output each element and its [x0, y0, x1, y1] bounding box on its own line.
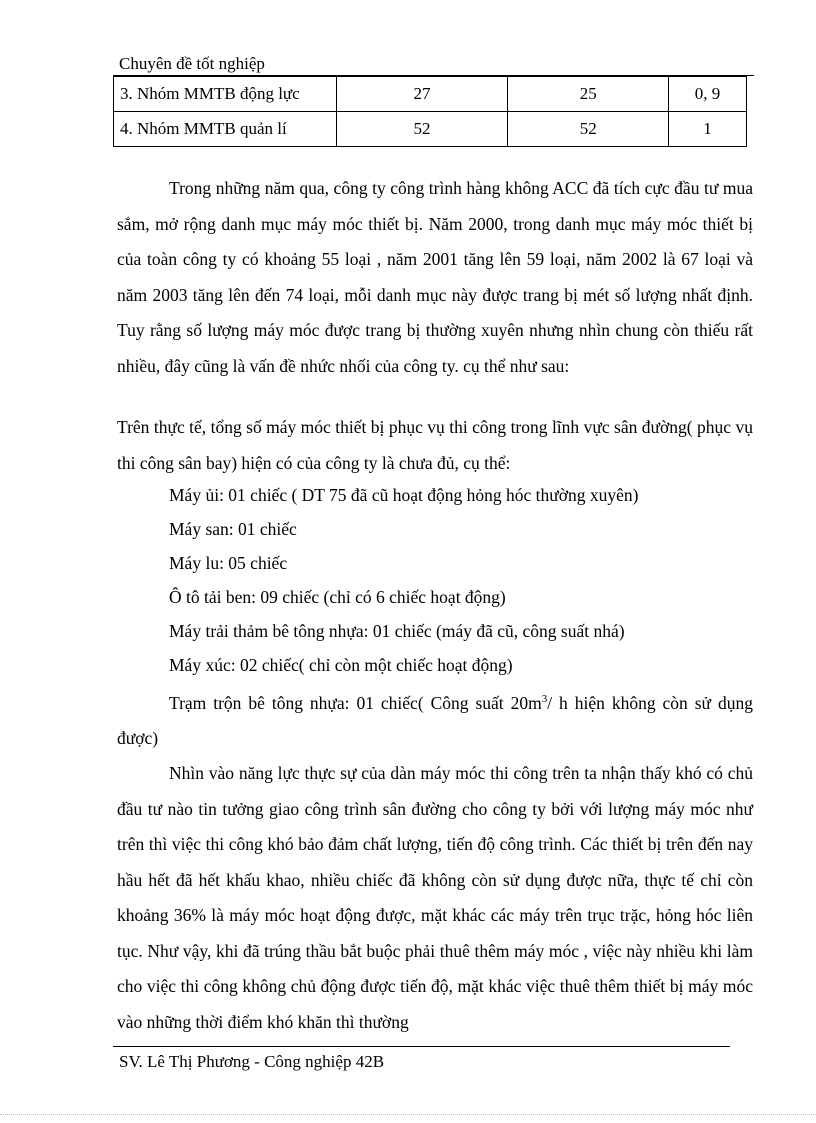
page-header-title: Chuyên đề tốt nghiệp: [119, 54, 265, 73]
table-row: [114, 77, 747, 112]
superscript: 3: [541, 693, 548, 705]
equipment-table: [113, 76, 747, 147]
mixing-station-text-a: Trạm trộn bê tông nhựa: 01 chiếc( Công suất 20m: [169, 692, 542, 713]
table-cell: 52: [508, 112, 669, 147]
page-footer-author: SV. Lê Thị Phương - Công nghiệp 42B: [119, 1052, 385, 1071]
table-cell-name: 4. Nhóm MMTB quản lí: [114, 112, 337, 147]
table-cell: 0, 9: [669, 77, 747, 112]
paragraph-mixing-station: [117, 682, 753, 757]
table-row: [114, 112, 747, 147]
paragraph-assessment: Nhìn vào năng lực thực sự của dàn máy móc thi công trên ta nhận thấy khó có chủ đầu tư nào tin tưởng giao công trình sân đường cho công ty bởi với lượng máy móc như trên thì việc thi công khó bảo đảm chất lượng, tiến độ công trình. Các thiết bị trên đến nay hầu hết đã hết khấu khao, nhiều chiếc đã không còn sử dụng được nữa, thực tế chỉ còn khoảng 36% là máy móc hoạt động được, mặt khác các máy trên trục trặc, hỏng hóc liên tục. Như vậy, khi đã trúng thầu bắt buộc phải thuê thêm máy móc , việc này nhiều khi làm cho việc thi công không chủ động được tiến độ, mặt khác việc thuê thêm thiết bị máy móc vào những thời điểm khó khăn thì thường: [117, 763, 753, 1032]
table-cell: 25: [508, 77, 669, 112]
table-cell: 1: [669, 112, 747, 147]
page-bottom-edge: [0, 1114, 816, 1115]
paragraph-intro: Trong những năm qua, công ty công trình hàng không ACC đã tích cực đầu tư mua sắm, mở rộng danh mục máy móc thiết bị. Năm 2000, trong danh mục máy móc thiết bị của toàn công ty có khoảng 55 loại , năm 2001 tăng lên 59 loại, năm 2002 là 67 loại và năm 2003 tăng lên đến 74 loại, mỗi danh mục này được trang bị mét số lượng nhất định. Tuy rằng số lượng máy móc được trang bị thường xuyên nhưng nhìn chung còn thiếu rất nhiều, đây cũng là vấn đề nhức nhối của công ty. cụ thể như sau:: [117, 178, 753, 376]
list-item: Ô tô tải ben: 09 chiếc (chỉ có 6 chiếc hoạt động): [169, 587, 506, 607]
table-cell-name: 3. Nhóm MMTB động lực: [114, 77, 337, 112]
footer-rule: [113, 1046, 730, 1047]
list-item: Máy trải thảm bê tông nhựa: 01 chiếc (máy đã cũ, công suất nhá): [169, 621, 625, 641]
mixing-station-text-b: / h hiện không còn sử dụng được): [117, 692, 753, 749]
paragraph-reality: Trên thực tế, tổng số máy móc thiết bị phục vụ thi công trong lĩnh vực sân đường( phục vụ thi công sân bay) hiện có của công ty là chưa đủ, cụ thể:: [117, 417, 753, 473]
table-cell: 52: [336, 112, 508, 147]
list-item: Máy xúc: 02 chiếc( chỉ còn một chiếc hoạt động): [169, 655, 513, 675]
table-cell: 27: [336, 77, 508, 112]
list-item: Máy ủi: 01 chiếc ( DT 75 đã cũ hoạt động hỏng hóc thường xuyên): [169, 485, 639, 505]
list-item: Máy lu: 05 chiếc: [169, 553, 288, 573]
list-item: Máy san: 01 chiếc: [169, 519, 297, 539]
